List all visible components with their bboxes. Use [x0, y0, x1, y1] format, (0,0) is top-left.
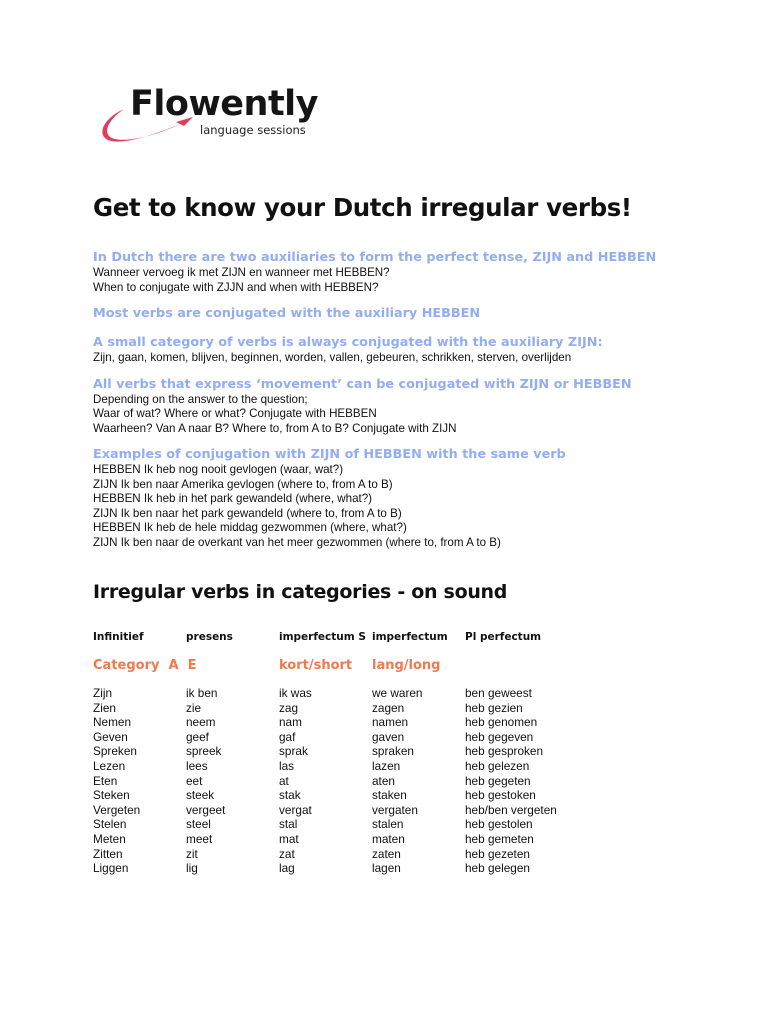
section-line: HEBBEN Ik heb nog nooit gevlogen (waar, wat?) [93, 463, 344, 476]
infinitief-cell: Zitten [93, 846, 123, 861]
section-line: ZIJN Ik ben naar Amerika gevlogen (where to, from A to B) [93, 477, 393, 491]
table-row [93, 832, 713, 847]
imperfectum-pl-cell: staken [372, 788, 407, 803]
header-cell: Infinitief [93, 631, 144, 643]
perfectum-cell: heb gestolen [465, 817, 533, 832]
section-subtitle: Irregular verbs in categories - on sound [93, 581, 508, 603]
header-cell: Pl perfectum [465, 631, 542, 643]
infinitief-cell: Meten [93, 831, 126, 846]
presens-cell: zie [186, 700, 202, 715]
perfectum-cell: heb gezeten [465, 846, 530, 861]
section-line: Waarheen? Van A naar B? Where to, from A to B? Conjugate with ZIJN [93, 421, 457, 435]
imperfectum-s-cell: zat [279, 846, 295, 861]
presens-cell: steek [186, 788, 215, 803]
imperfectum-s-cell: zag [279, 700, 299, 715]
header-cell: imperfectum [372, 631, 448, 643]
presens-cell: vergeet [186, 802, 226, 817]
category-row [93, 657, 713, 675]
table-row [93, 701, 713, 716]
imperfectum-s-cell: vergat [279, 802, 312, 817]
category-cell [465, 657, 585, 675]
header-cell: imperfectum S [279, 631, 366, 643]
section-line: Zijn, gaan, komen, blijven, beginnen, worden, vallen, gebeuren, schrikken, sterven, overlijden [93, 351, 572, 364]
perfectum-cell: heb/ben vergeten [465, 802, 557, 817]
infinitief-cell: Geven [93, 729, 128, 744]
flowently-logo [98, 82, 338, 152]
imperfectum-pl-cell: zaten [372, 846, 401, 861]
section-movement [93, 376, 713, 437]
category-short: kort/short [279, 658, 353, 673]
infinitief-cell: Eten [93, 773, 118, 788]
imperfectum-s-cell: lag [279, 861, 295, 876]
presens-cell: neem [186, 715, 216, 730]
section-line: HEBBEN Ik heb de hele middag gezwommen (where, what?) [93, 521, 407, 534]
imperfectum-s-cell: gaf [279, 729, 296, 744]
presens-cell: spreek [186, 744, 222, 759]
imperfectum-pl-cell: aten [372, 773, 395, 788]
perfectum-cell: heb gelegen [465, 861, 530, 876]
infinitief-cell: Zien [93, 700, 116, 715]
perfectum-cell: heb gegeten [465, 773, 531, 788]
imperfectum-pl-cell: maten [372, 831, 405, 846]
imperfectum-pl-cell: we waren [372, 686, 423, 700]
infinitief-cell: Liggen [93, 861, 129, 876]
infinitief-cell: Stelen [93, 817, 127, 832]
section-heading: All verbs that express ‘movement’ can be conjugated with ZIJN or HEBBEN [93, 376, 632, 392]
imperfectum-s-cell: mat [279, 831, 299, 846]
presens-cell: ik ben [186, 686, 218, 700]
section-line: Wanneer vervoeg ik met ZIJN en wanneer met HEBBEN? [93, 266, 390, 279]
imperfectum-s-cell: stal [279, 817, 298, 832]
infinitief-cell: Steken [93, 788, 130, 803]
category-cell [186, 657, 279, 675]
header-cell: presens [186, 631, 233, 643]
section-heading: Examples of conjugation with ZIJN of HEBBEN with the same verb [93, 447, 566, 462]
table-row [93, 774, 713, 789]
perfectum-cell: heb gesproken [465, 744, 544, 759]
presens-cell: zit [186, 846, 198, 861]
table-row [93, 715, 713, 730]
section-line: ZIJN Ik ben naar het park gewandeld (where to, from A to B) [93, 506, 402, 520]
perfectum-cell: heb gestoken [465, 788, 536, 803]
category-long: lang/long [372, 658, 441, 673]
imperfectum-pl-cell: lazen [372, 758, 401, 773]
table-row [93, 861, 713, 876]
section-zijn [93, 334, 713, 366]
section-hebben [93, 305, 713, 322]
imperfectum-s-cell: ik was [279, 686, 312, 700]
perfectum-cell: heb gezien [465, 700, 523, 715]
section-examples [93, 446, 713, 550]
perfectum-cell: heb genomen [465, 715, 538, 730]
imperfectum-pl-cell: zagen [372, 700, 405, 715]
presens-cell: geef [186, 729, 209, 744]
perfectum-cell: heb gegeven [465, 729, 534, 744]
imperfectum-pl-cell: spraken [372, 744, 414, 759]
imperfectum-pl-cell: stalen [372, 817, 404, 832]
imperfectum-s-cell: stak [279, 788, 301, 803]
logo-tagline: language sessions [200, 123, 306, 137]
section-heading: Most verbs are conjugated with the auxiliary HEBBEN [93, 306, 481, 321]
table-row [93, 686, 713, 701]
infinitief-cell: Zijn [93, 686, 113, 700]
section-line: Waar of wat? Where or what? Conjugate with HEBBEN [93, 407, 377, 420]
table-row [93, 744, 713, 759]
section-auxiliaries [93, 249, 713, 295]
imperfectum-pl-cell: lagen [372, 861, 401, 876]
imperfectum-pl-cell: vergaten [372, 802, 418, 817]
section-line: When to conjugate with ZJJN and when with HEBBEN? [93, 280, 379, 294]
table-row [93, 803, 713, 818]
verb-table-body [93, 686, 713, 876]
section-line: ZIJN Ik ben naar de overkant van het meer gezwommen (where to, from A to B) [93, 535, 501, 549]
table-header [93, 630, 713, 644]
logo-name: Flowently [130, 84, 318, 124]
infinitief-cell: Vergeten [93, 802, 141, 817]
table-row [93, 847, 713, 862]
table-row [93, 759, 713, 774]
infinitief-cell: Nemen [93, 715, 132, 730]
imperfectum-s-cell: nam [279, 715, 302, 730]
presens-cell: steel [186, 817, 211, 832]
category-label: Category A E [93, 658, 197, 673]
perfectum-cell: heb gelezen [465, 758, 530, 773]
table-row [93, 730, 713, 745]
imperfectum-pl-cell: namen [372, 715, 409, 730]
infinitief-cell: Spreken [93, 744, 137, 759]
imperfectum-s-cell: at [279, 773, 289, 788]
imperfectum-s-cell: las [279, 758, 295, 773]
section-line: Depending on the answer to the question; [93, 392, 308, 406]
presens-cell: meet [186, 831, 213, 846]
presens-cell: lig [186, 861, 198, 876]
section-heading: A small category of verbs is always conjugated with the auxiliary ZIJN: [93, 335, 603, 350]
table-row [93, 788, 713, 803]
table-row [93, 817, 713, 832]
section-heading: In Dutch there are two auxiliaries to form the perfect tense, ZIJN and HEBBEN [93, 250, 657, 265]
perfectum-cell: heb gemeten [465, 831, 534, 846]
infinitief-cell: Lezen [93, 758, 126, 773]
imperfectum-pl-cell: gaven [372, 729, 405, 744]
imperfectum-s-cell: sprak [279, 744, 308, 759]
document-content [93, 190, 713, 876]
presens-cell: lees [186, 758, 208, 773]
perfectum-cell: ben geweest [465, 686, 532, 700]
section-line: HEBBEN Ik heb in het park gewandeld (where, what?) [93, 492, 373, 505]
presens-cell: eet [186, 773, 203, 788]
page-title: Get to know your Dutch irregular verbs! [93, 193, 632, 222]
